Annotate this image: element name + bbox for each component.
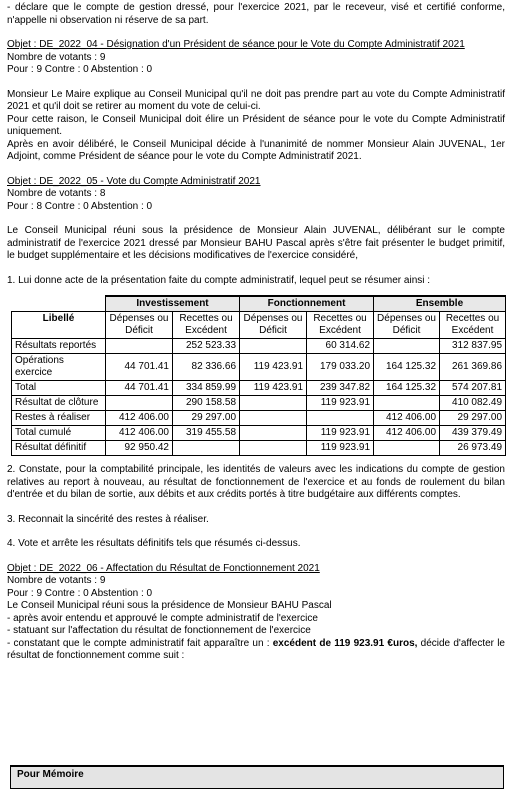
table-cell: 239 347.82 <box>307 381 374 396</box>
table-cell: 60 314.62 <box>307 339 374 354</box>
objet-de-2022-06: Objet : DE_2022_06 - Affectation du Résultat de Fonctionnement 2021 <box>7 562 320 574</box>
table-cell: 164 125.32 <box>374 354 440 381</box>
table-cell: 334 859.99 <box>173 381 240 396</box>
table-cell <box>240 426 307 441</box>
sec05-paragraph-2: 1. Lui donne acte de la présentation faite du compte administratif, lequel peut se résumer ainsi : <box>7 274 431 286</box>
sec06-line-4-start: - constatant que le compte administratif fait apparaître un : <box>7 637 273 649</box>
vote-result-04: Pour : 9 Contre : 0 Abstention : 0 <box>7 64 153 75</box>
sub-header: Dépenses ou Déficit <box>240 312 307 339</box>
table-cell <box>240 339 307 354</box>
pour-memoire-box <box>10 765 504 789</box>
table-cell: 179 033.20 <box>307 354 374 381</box>
table-cell: 119 923.91 <box>307 441 374 456</box>
table-cell: 92 950.42 <box>106 441 173 456</box>
table-cell <box>240 411 307 426</box>
document-page <box>7 2 505 663</box>
table-group-header-row <box>12 296 506 312</box>
row-label: Opérations exercice <box>12 354 106 381</box>
objet-de-2022-05: Objet : DE_2022_05 - Vote du Compte Administratif 2021 <box>7 175 261 187</box>
libelle-header: Libellé <box>12 312 106 339</box>
table-cell: 29 297.00 <box>440 411 506 426</box>
sec06-line-2: - après avoir entendu et approuvé le compte administratif de l'exercice <box>7 612 318 624</box>
table-body <box>12 339 506 456</box>
table-cell: 319 455.58 <box>173 426 240 441</box>
table-cell: 290 158.58 <box>173 396 240 411</box>
table-cell: 412 406.00 <box>106 411 173 426</box>
table-cell <box>173 441 240 456</box>
sec05-paragraph-5: 4. Vote et arrête les résultats définitifs tels que résumés ci-dessus. <box>7 538 301 549</box>
table-cell: 252 523.33 <box>173 339 240 354</box>
table-cell: 439 379.49 <box>440 426 506 441</box>
sub-header: Dépenses ou Déficit <box>106 312 173 339</box>
sec06-line-4 <box>7 638 505 663</box>
pour-memoire-label: Pour Mémoire <box>17 769 84 780</box>
row-label: Restes à réaliser <box>12 411 106 426</box>
sub-header: Recettes ou Excédent <box>307 312 374 339</box>
table-row <box>12 411 506 426</box>
table-cell: 26 973.49 <box>440 441 506 456</box>
table-cell: 119 423.91 <box>240 354 307 381</box>
table-cell: 119 923.91 <box>307 426 374 441</box>
sec05-paragraph-1: Le Conseil Municipal réuni sous la présidence de Monsieur Alain JUVENAL, délibérant sur le compte administratif de l'exercice 2021 dressé par Monsieur BAHU Pascal après s'être fait présenter le budget primitif, le budget supplémentaire et les décisions modificatives de l'exercice considéré, <box>7 225 505 261</box>
sec06-line-4-end: décide d'affecter le résultat de fonctionnement comme suit : <box>7 637 505 661</box>
table-sub-header-row <box>12 312 506 339</box>
table-cell: 412 406.00 <box>106 426 173 441</box>
compte-administratif-table <box>11 295 506 456</box>
table-cell: 119 423.91 <box>240 381 307 396</box>
table-cell <box>106 396 173 411</box>
table-corner <box>12 296 106 312</box>
table-cell: 412 406.00 <box>374 411 440 426</box>
group-ensemble: Ensemble <box>374 296 506 312</box>
table-cell: 574 207.81 <box>440 381 506 396</box>
sec05-paragraph-4: 3. Reconnait la sincérité des restes à réaliser. <box>7 513 209 525</box>
objet-de-2022-04: Objet : DE_2022_04 - Désignation d'un Président de séance pour le Vote du Compte Administratif 2021 <box>7 39 465 50</box>
row-label: Total <box>12 381 106 396</box>
votants-05: Nombre de votants : 8 <box>7 188 106 199</box>
table-cell <box>374 396 440 411</box>
votants-06: Nombre de votants : 9 <box>7 575 106 586</box>
vote-result-05: Pour : 8 Contre : 0 Abstention : 0 <box>7 200 153 212</box>
table-cell <box>106 339 173 354</box>
table-cell: 412 406.00 <box>374 426 440 441</box>
sec05-paragraph-3: 2. Constate, pour la comptabilité principale, les identités de valeurs avec les indications du compte de gestion relatives au report à nouveau, au résultat de fonctionnement de l'exercice et au fonds de roulement du bilan d'entrée et du bilan de sortie, aux débits et aux crédits portés à titre budgétaire aux différents comptes. <box>7 464 505 500</box>
table-row <box>12 381 506 396</box>
excedent-amount: excédent de 119 923.91 €uros, <box>272 637 418 649</box>
table-row <box>12 354 506 381</box>
sub-header: Dépenses ou Déficit <box>374 312 440 339</box>
table-cell: 312 837.95 <box>440 339 506 354</box>
sec04-paragraph-3: Après en avoir délibéré, le Conseil Municipal décide à l'unanimité de nommer Monsieur Alain JUVENAL, 1er Adjoint, comme Président de séance pour le vote du Compte Administratif 2021. <box>7 138 505 162</box>
table-cell: 164 125.32 <box>374 381 440 396</box>
table-cell <box>307 411 374 426</box>
sec06-line-3: - statuant sur l'affectation du résultat de fonctionnement de l'exercice <box>7 625 311 636</box>
group-investissement: Investissement <box>106 296 240 312</box>
table-cell: 44 701.41 <box>106 381 173 396</box>
table-cell: 410 082.49 <box>440 396 506 411</box>
group-fonctionnement: Fonctionnement <box>240 296 374 312</box>
table-cell <box>374 339 440 354</box>
sec04-paragraph-1: Monsieur Le Maire explique au Conseil Municipal qu'il ne doit pas prendre part au vote du Compte Administratif 2021 et qu'il doit se retirer au moment du vote de celui-ci. <box>7 88 505 112</box>
row-label: Total cumulé <box>12 426 106 441</box>
sec06-line-1: Le Conseil Municipal réuni sous la présidence de Monsieur BAHU Pascal <box>7 600 332 611</box>
sec04-paragraph-2: Pour cette raison, le Conseil Municipal doit élire un Président de séance pour le vote du Compte Administratif uniquement. <box>7 113 505 137</box>
row-label: Résultat définitif <box>12 441 106 456</box>
sub-header: Recettes ou Excédent <box>440 312 506 339</box>
table-row <box>12 441 506 456</box>
row-label: Résultats reportés <box>12 339 106 354</box>
table-row <box>12 426 506 441</box>
table-cell <box>240 396 307 411</box>
table-cell: 261 369.86 <box>440 354 506 381</box>
table-row <box>12 396 506 411</box>
votants-04: Nombre de votants : 9 <box>7 51 106 63</box>
row-label: Résultat de clôture <box>12 396 106 411</box>
table-cell: 82 336.66 <box>173 354 240 381</box>
table-cell <box>374 441 440 456</box>
table-cell: 119 923.91 <box>307 396 374 411</box>
vote-result-06: Pour : 9 Contre : 0 Abstention : 0 <box>7 587 153 599</box>
table-row <box>12 339 506 354</box>
table-cell: 29 297.00 <box>173 411 240 426</box>
intro-paragraph: - déclare que le compte de gestion dressé, pour l'exercice 2021, par le receveur, visé et certifié conforme, n'appelle ni observation ni réserve de sa part. <box>7 2 505 26</box>
sub-header: Recettes ou Excédent <box>173 312 240 339</box>
table-cell: 44 701.41 <box>106 354 173 381</box>
table-cell <box>240 441 307 456</box>
